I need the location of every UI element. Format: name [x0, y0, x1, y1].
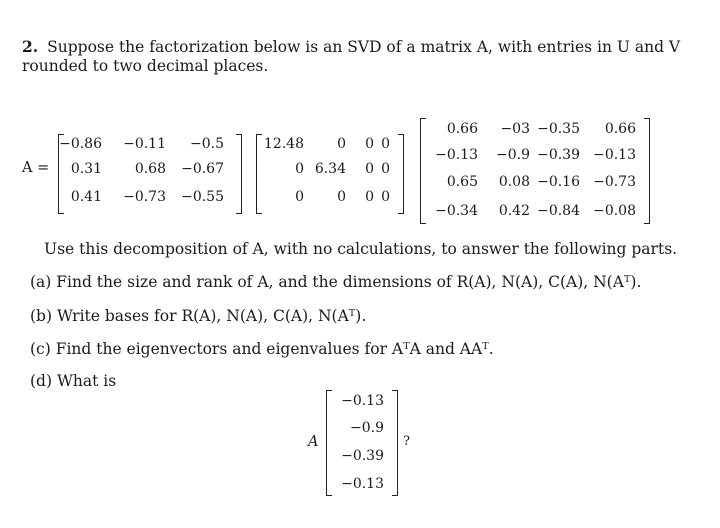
matrix-sigma-cell: 0 [381, 161, 390, 177]
matrix-v-transpose-cell: 0.08 [498, 174, 530, 190]
matrix-v-transpose-cell: −0.16 [537, 174, 580, 190]
problem-number: 2. [22, 37, 39, 56]
matrix-sigma-cell: 0 [365, 161, 374, 177]
matrix-v-transpose-cell: −0.13 [435, 147, 478, 163]
matrix-sigma-cell: 0 [381, 189, 390, 205]
matrix-sigma-cell: 0 [337, 189, 346, 205]
final-matrix-a: A [308, 434, 319, 450]
matrix-v-transpose-cell: −0.08 [593, 203, 636, 219]
matrix-sigma-cell: 0 [337, 136, 346, 152]
matrix-u-cell: −0.86 [59, 136, 102, 152]
matrix-sigma [256, 134, 404, 214]
question-mark: ? [403, 434, 410, 449]
matrix-v-transpose-cell: −03 [500, 121, 530, 137]
matrix-v-transpose-cell: −0.34 [435, 203, 478, 219]
matrix-sigma-cell: 0 [381, 136, 390, 152]
matrix-sigma-cell: 0 [365, 189, 374, 205]
instruction-text: Use this decomposition of A, with no calculations, to answer the following parts. [44, 240, 678, 258]
matrix-sigma-cell: 6.34 [314, 161, 346, 177]
matrix-v-transpose-cell: 0.66 [446, 121, 478, 137]
matrix-u-cell: −0.67 [181, 161, 224, 177]
matrix-u-cell: 0.68 [134, 161, 166, 177]
matrix-v-transpose-cell: 0.66 [604, 121, 636, 137]
final-vector-cell: −0.13 [341, 393, 384, 409]
problem-intro-line2: rounded to two decimal places. [22, 57, 269, 75]
matrix-v-transpose-cell: −0.39 [537, 147, 580, 163]
final-vector-cell: −0.39 [341, 448, 384, 464]
matrix-sigma-cell: 0 [295, 161, 304, 177]
matrix-v-transpose-cell: −0.73 [593, 174, 636, 190]
matrix-u-cell: −0.55 [181, 189, 224, 205]
matrix-v-transpose-cell: −0.13 [593, 147, 636, 163]
matrix-v-transpose-cell: 0.65 [446, 174, 478, 190]
matrix-v-transpose-cell: −0.9 [496, 147, 530, 163]
final-vector [326, 390, 398, 496]
matrix-u-cell: 0.31 [70, 161, 102, 177]
matrix-u-cell: −0.5 [190, 136, 224, 152]
matrix-v-transpose-cell: −0.35 [537, 121, 580, 137]
matrix-sigma-cell: 0 [365, 136, 374, 152]
matrix-v-transpose [420, 118, 650, 224]
matrix-v-transpose-cell: 0.42 [498, 203, 530, 219]
matrix-u-cell: −0.73 [123, 189, 166, 205]
matrix-equation-lhs: A = [22, 160, 50, 176]
matrix-u [58, 134, 242, 214]
part-a: (a) Find the size and rank of A, and the dimensions of R(A), N(A), C(A), N(Aᵀ). [30, 273, 642, 291]
matrix-v-transpose-cell: −0.84 [537, 203, 580, 219]
part-d: (d) What is [30, 372, 117, 390]
matrix-u-cell: 0.41 [70, 189, 102, 205]
part-c: (c) Find the eigenvectors and eigenvalues for AᵀA and AAᵀ. [30, 340, 494, 358]
final-vector-cell: −0.9 [350, 420, 384, 436]
matrix-sigma-cell: 0 [295, 189, 304, 205]
matrix-u-cell: −0.11 [123, 136, 166, 152]
matrix-sigma-cell: 12.48 [263, 136, 304, 152]
problem-intro: Suppose the factorization below is an SVD of a matrix A, with entries in U and V [47, 38, 681, 56]
problem-statement-line1 [22, 37, 680, 56]
final-vector-cell: −0.13 [341, 476, 384, 492]
part-b: (b) Write bases for R(A), N(A), C(A), N(Aᵀ). [30, 307, 367, 325]
